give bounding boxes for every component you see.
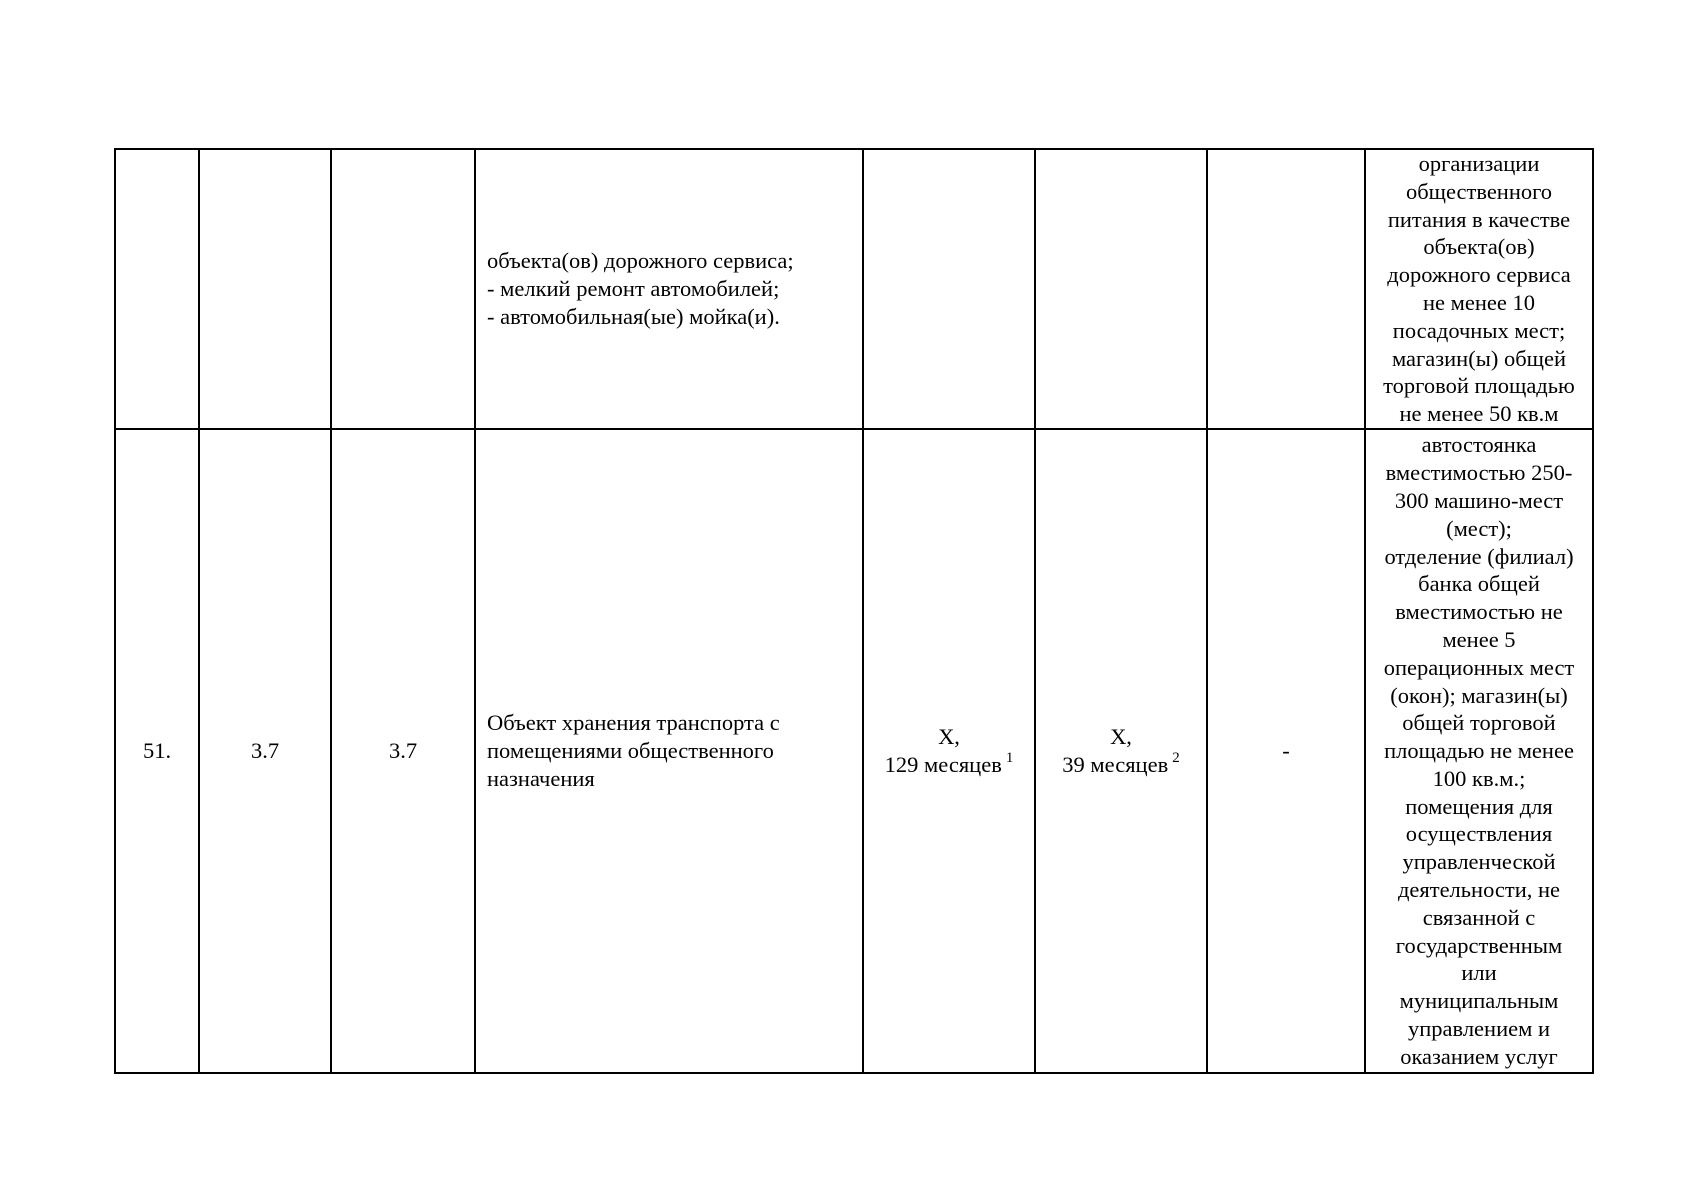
note-line: не менее 50 кв.м <box>1399 401 1559 427</box>
description-cell <box>475 429 863 1073</box>
note-line: связанной с <box>1422 904 1536 930</box>
description-line: - автомобильная(ые) мойка(и). <box>487 303 780 329</box>
note-line: посадочных мест; <box>1392 317 1566 343</box>
code-a-cell <box>199 149 331 429</box>
code-b-cell <box>331 149 475 429</box>
description-line: помещениями общественного <box>487 738 774 764</box>
note-line: (окон); магазин(ы) <box>1390 682 1568 708</box>
note-line: управленческой <box>1402 849 1556 875</box>
term-unit-line <box>1036 751 1206 779</box>
note-line: вместимостью 250- <box>1385 460 1573 486</box>
code-a-cell: 3.7 <box>199 429 331 1073</box>
term-value: X, <box>938 724 960 750</box>
col7-cell <box>1207 149 1365 429</box>
note-cell <box>1365 149 1593 429</box>
note-line: организации <box>1418 151 1540 177</box>
note-line: отделение (филиал) <box>1384 543 1574 569</box>
note-line: 100 кв.м.; <box>1432 765 1526 791</box>
term-unit-line <box>864 751 1034 779</box>
document-table <box>114 148 1594 1074</box>
note-line: операционных мест <box>1383 654 1575 680</box>
footnote-marker: 2 <box>1172 749 1180 766</box>
description-line: объекта(ов) дорожного сервиса; <box>487 248 794 274</box>
code-b-cell: 3.7 <box>331 429 475 1073</box>
row-number-cell: 51. <box>115 429 199 1073</box>
note-line: площадью не менее <box>1384 738 1574 764</box>
note-line: общей торговой <box>1402 710 1556 736</box>
note-line: не менее 10 <box>1422 290 1536 315</box>
note-line: питания в качестве <box>1387 206 1571 232</box>
note-line: или <box>1461 960 1497 986</box>
term-value: X, <box>1110 724 1132 750</box>
note-line: банка общей <box>1418 571 1540 597</box>
note-line: магазин(ы) общей <box>1391 345 1567 371</box>
term-unit: 39 месяцев <box>1062 752 1169 777</box>
note-line: деятельности, не <box>1397 877 1561 903</box>
description-line: - мелкий ремонт автомобилей; <box>487 276 780 302</box>
note-line: муниципальным <box>1399 988 1559 1014</box>
note-line: (мест); <box>1446 515 1512 541</box>
col7-cell: - <box>1207 429 1365 1073</box>
table-row <box>115 149 1593 429</box>
note-line: 300 машино-мест <box>1394 487 1564 513</box>
term-1-cell <box>863 429 1035 1073</box>
note-line: управлением и <box>1407 1016 1551 1042</box>
note-line: общественного <box>1405 178 1553 204</box>
note-line: автостоянка <box>1421 432 1537 458</box>
table-row <box>115 429 1593 1073</box>
footnote-marker: 1 <box>1005 749 1014 766</box>
description-line: назначения <box>487 765 595 791</box>
term-1-cell <box>863 149 1035 429</box>
note-line: менее 5 <box>1442 626 1516 652</box>
row-number-cell <box>115 149 199 429</box>
note-line: государственным <box>1395 932 1563 958</box>
description-line: Объект хранения транспорта с <box>487 710 780 736</box>
term-2-cell <box>1035 149 1207 429</box>
note-cell <box>1365 429 1593 1073</box>
note-line: торговой площадью <box>1383 373 1575 399</box>
note-line: помещения для <box>1405 793 1553 819</box>
term-2-cell <box>1035 429 1207 1073</box>
note-line: осуществления <box>1405 821 1553 847</box>
note-line: оказанием услуг <box>1400 1043 1558 1069</box>
note-line: объекта(ов) <box>1423 234 1535 260</box>
term-unit: 129 месяцев <box>884 752 1002 777</box>
description-cell <box>475 149 863 429</box>
note-line: вместимостью не <box>1395 599 1563 625</box>
note-line: дорожного сервиса <box>1387 262 1571 288</box>
